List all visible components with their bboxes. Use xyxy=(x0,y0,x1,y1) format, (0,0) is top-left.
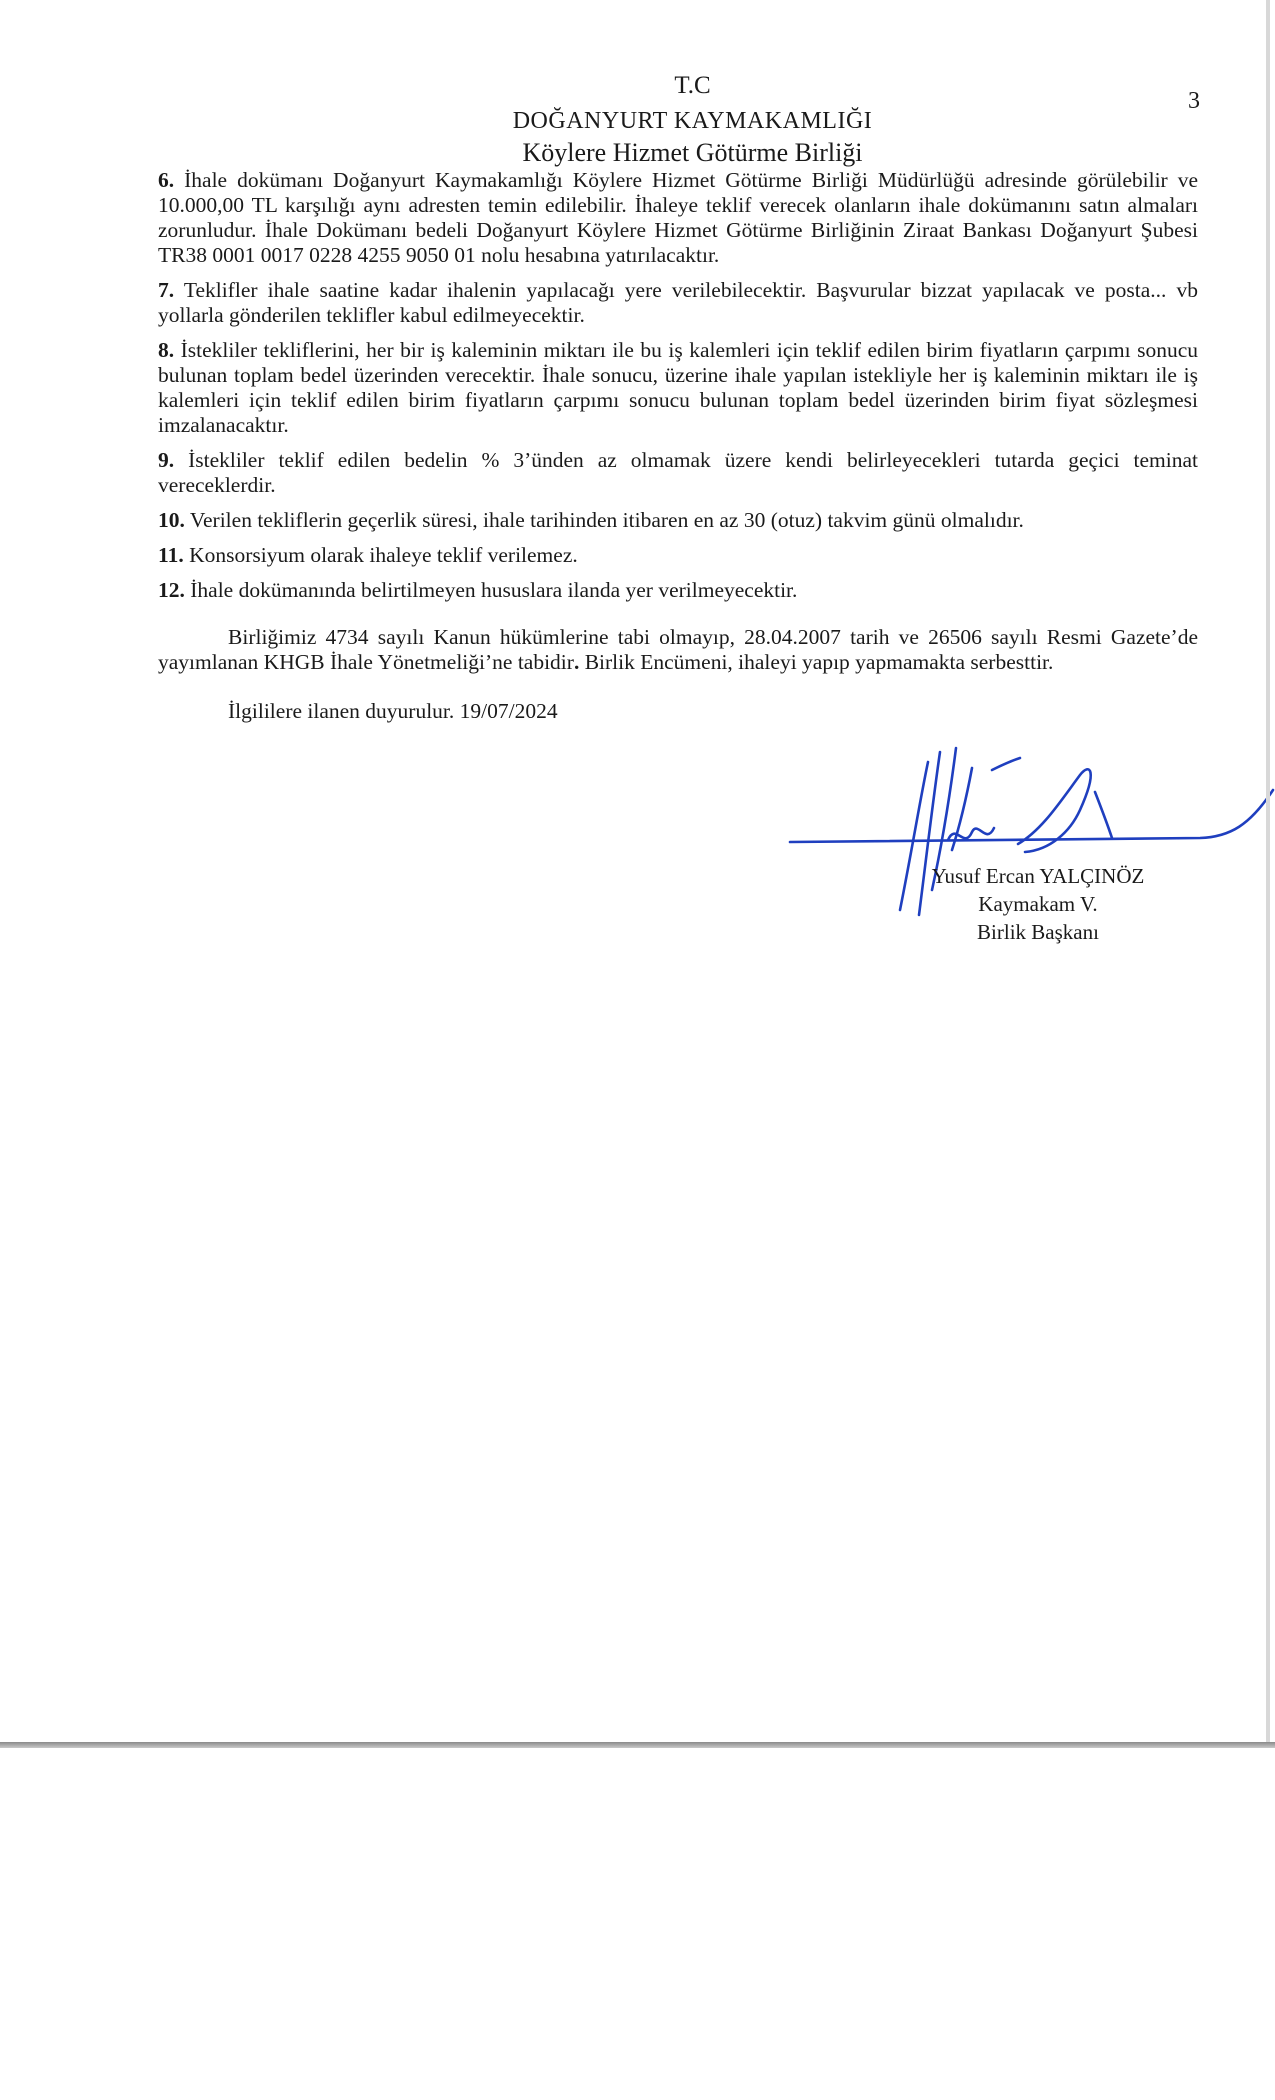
clause-11 xyxy=(158,543,1198,568)
scan-edge-bottom xyxy=(0,1742,1275,1748)
clause-9 xyxy=(158,448,1198,498)
clause-number: 10. xyxy=(158,508,185,532)
signatory-name: Yusuf Ercan YALÇINÖZ xyxy=(931,864,1145,888)
clause-number: 8. xyxy=(158,338,175,362)
clause-text: İhale dokümanında belirtilmeyen hususlara ilanda yer verilmeyecektir. xyxy=(184,578,798,602)
legal-text-dot: . xyxy=(573,649,580,674)
clause-number: 6. xyxy=(158,168,175,192)
legal-paragraph xyxy=(158,625,1198,675)
legal-text-after: Birlik Encümeni, ihaleyi yapıp yapmamakta serbesttir. xyxy=(579,649,1054,674)
clause-7 xyxy=(158,278,1198,328)
header-line-kaymakamlik: DOĞANYURT KAYMAKAMLIĞI xyxy=(512,108,873,134)
clause-number: 7. xyxy=(158,278,175,302)
clause-number: 9. xyxy=(158,448,175,472)
closing-line: İlgililere ilanen duyurulur. 19/07/2024 xyxy=(228,698,558,723)
clause-text: Verilen tekliflerin geçerlik süresi, ihale tarihinden itibaren en az 30 (otuz) takvim günü olmalıdır. xyxy=(184,508,1024,532)
clause-text: İhale dokümanı Doğanyurt Kaymakamlığı Köylere Hizmet Götürme Birliği Müdürlüğü adresinde görülebilir ve 10.000,00 TL karşılığı aynı adresten temin edilebilir. İhaleye teklif verecek olanların ihale dokümanını satın almaları zorunludur. İhale Dokümanı bedeli Doğanyurt Köylere Hizmet Götürme Birliğinin Ziraat Bankası Doğanyurt Şubesi TR38 0001 0017 0228 4255 9050 01 nolu hesabına yatırılacaktır. xyxy=(158,168,1198,267)
header-line-tc: T.C xyxy=(674,72,711,99)
clause-number: 11. xyxy=(158,543,184,567)
signature-block xyxy=(908,862,1168,946)
clause-12 xyxy=(158,578,1198,603)
signatory-title: Kaymakam V. xyxy=(978,892,1098,916)
clause-6 xyxy=(158,168,1198,268)
clause-text: Konsorsiyum olarak ihaleye teklif verilemez. xyxy=(183,543,578,567)
clause-10 xyxy=(158,508,1198,533)
clause-number: 12. xyxy=(158,578,185,602)
document-body xyxy=(158,168,1198,745)
header-line-birlik: Köylere Hizmet Götürme Birliği xyxy=(522,138,863,167)
clause-text: İstekliler teklif edilen bedelin % 3’ünden az olmamak üzere kendi belirleyecekleri tutarda geçici teminat vereceklerdir. xyxy=(158,448,1198,497)
scan-edge-right xyxy=(1266,0,1270,1748)
legal-text-before: Birliğimiz 4734 sayılı Kanun hükümlerine tabi olmayıp, 28.04.2007 tarih ve 26506 sayılı Resmi Gazete’de yayımlanan KHGB İhale Yönetmeliği’ne tabidir xyxy=(158,624,1198,674)
clause-8 xyxy=(158,338,1198,438)
page-number: 3 xyxy=(1188,88,1200,114)
clause-text: Teklifler ihale saatine kadar ihalenin yapılacağı yere verilebilecektir. Başvurular bizzat yapılacak ve posta... vb yollarla gönderilen teklifler kabul edilmeyecektir. xyxy=(158,278,1198,327)
signatory-role: Birlik Başkanı xyxy=(977,920,1099,944)
clause-text: İstekliler tekliflerini, her bir iş kaleminin miktarı ile bu iş kalemleri için teklif edilen birim fiyatların çarpımı sonucu bulunan toplam bedel üzerinden verecektir. İhale sonucu, üzerine ihale yapılan istekliyle her iş kaleminin miktarı ile iş kalemleri için teklif edilen birim fiyatların çarpımı sonucu bulunan toplam bedel üzerinden birim fiyat sözleşmesi imzalanacaktır. xyxy=(158,338,1198,437)
